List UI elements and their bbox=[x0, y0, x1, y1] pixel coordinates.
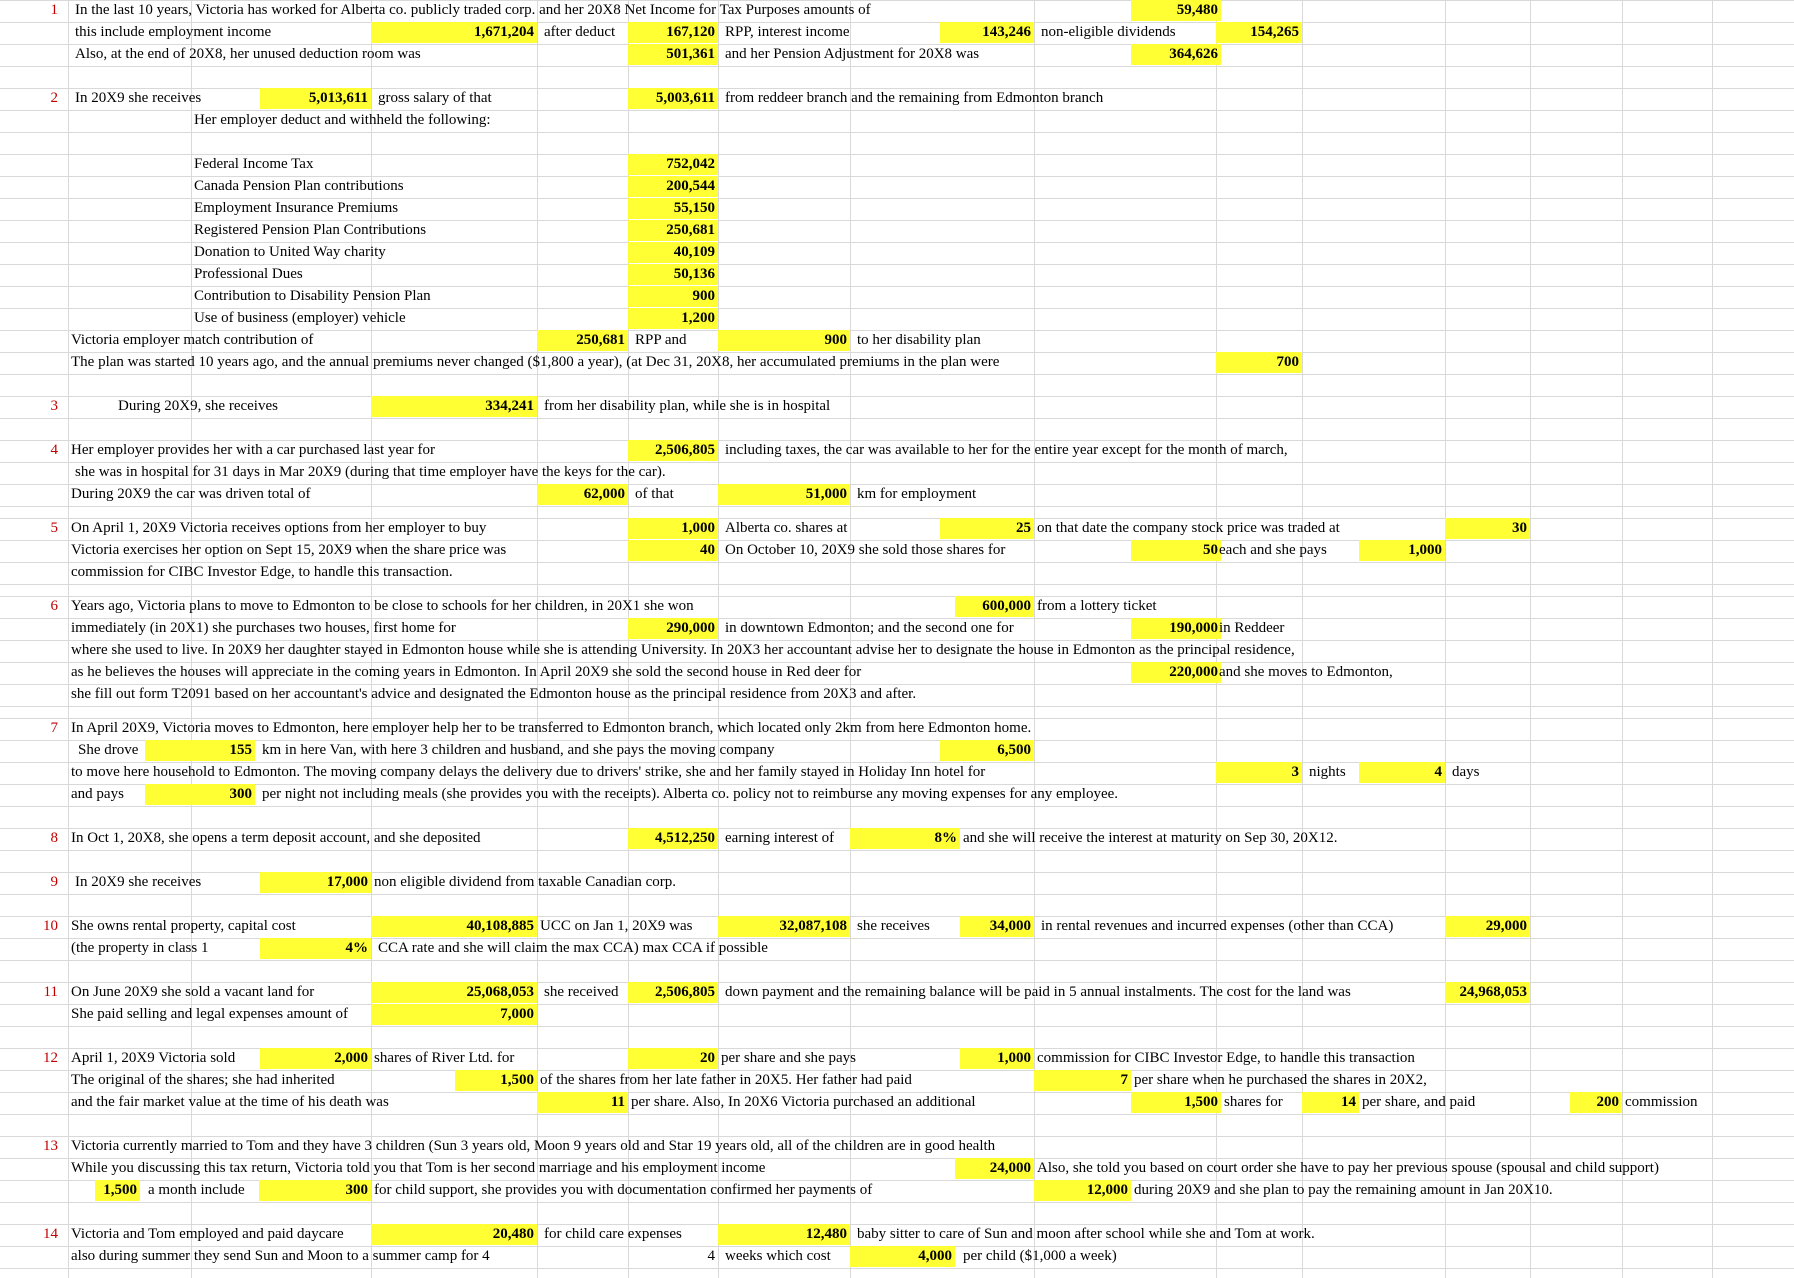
cell-text[interactable]: from reddeer branch and the remaining from Edmonton branch bbox=[725, 90, 1104, 106]
grid-line bbox=[0, 894, 1794, 895]
cell-value[interactable]: 24,000 bbox=[955, 1158, 1034, 1179]
cell-text[interactable]: a month include bbox=[148, 1182, 245, 1198]
grid-line bbox=[0, 806, 1794, 807]
cell-text[interactable]: The plan was started 10 years ago, and the annual premiums never changed ($1,800 a year), (at Dec 31, 20X8, her accumulated premiums in the plan were bbox=[71, 354, 1000, 370]
grid-line bbox=[0, 1114, 1794, 1115]
cell-value[interactable]: 200 bbox=[1570, 1092, 1622, 1113]
cell-text[interactable]: commission bbox=[1625, 1094, 1698, 1110]
cell-text[interactable]: During 20X9, she receives bbox=[118, 398, 278, 414]
cell-value[interactable]: 190,000 bbox=[1131, 618, 1221, 639]
row-number[interactable]: 13 bbox=[43, 1138, 58, 1154]
cell-text[interactable]: Victoria employer match contribution of bbox=[71, 332, 314, 348]
cell-text[interactable]: to move here household to Edmonton. The moving company delays the delivery due to drivers' strike, she and her family stayed in Holiday Inn hotel for bbox=[71, 764, 986, 780]
cell-text[interactable]: While you discussing this tax return, Victoria told you that Tom is her second marriage and his employment income bbox=[71, 1160, 766, 1176]
row-number[interactable]: 8 bbox=[50, 830, 58, 846]
cell-value[interactable]: 700 bbox=[1216, 352, 1302, 373]
cell-text[interactable]: she was in hospital for 31 days in Mar 20X9 (during that time employer have the keys for the car). bbox=[75, 464, 666, 480]
cell-text[interactable]: and the fair market value at the time of his death was bbox=[71, 1094, 389, 1110]
row-number[interactable]: 10 bbox=[43, 918, 58, 934]
cell-value[interactable]: 14 bbox=[1302, 1092, 1359, 1113]
cell-value[interactable]: 2,000 bbox=[260, 1048, 371, 1069]
cell-value[interactable]: 334,241 bbox=[371, 396, 537, 417]
cell-text[interactable]: where she used to live. In 20X9 her daughter stayed in Edmonton house while she is attending University. In 20X3 her accountant advise her to designate the house in Edmonton as the principal residence, bbox=[71, 642, 1295, 658]
cell-text[interactable]: shares of River Ltd. for bbox=[374, 1050, 515, 1066]
cell-text[interactable]: The original of the shares; she had inherited bbox=[71, 1072, 335, 1088]
cell-text[interactable]: In 20X9 she receives bbox=[75, 874, 202, 890]
cell-text[interactable]: Professional Dues bbox=[194, 266, 303, 282]
cell-value[interactable]: 12,480 bbox=[718, 1224, 850, 1245]
cell-value[interactable]: 62,000 bbox=[537, 484, 628, 505]
row-number[interactable]: 1 bbox=[50, 2, 58, 18]
cell-text[interactable]: Contribution to Disability Pension Plan bbox=[194, 288, 431, 304]
cell-value[interactable]: 250,681 bbox=[628, 220, 718, 241]
cell-text[interactable]: commission for CIBC Investor Edge, to handle this transaction bbox=[1037, 1050, 1415, 1066]
cell-value[interactable]: 11 bbox=[537, 1092, 628, 1113]
cell-text[interactable]: during 20X9 and she plan to pay the remaining amount in Jan 20X10. bbox=[1134, 1182, 1553, 1198]
cell-value[interactable]: 4 bbox=[707, 1248, 715, 1264]
cell-value[interactable]: 20,480 bbox=[371, 1224, 537, 1245]
cell-text[interactable]: non eligible dividend from taxable Canadian corp. bbox=[374, 874, 676, 890]
cell-value[interactable]: 17,000 bbox=[260, 872, 371, 893]
cell-value[interactable]: 5,013,611 bbox=[260, 88, 371, 109]
cell-value[interactable]: 300 bbox=[145, 784, 255, 805]
cell-value[interactable]: 1,500 bbox=[95, 1180, 140, 1201]
cell-value[interactable]: 4 bbox=[1359, 762, 1445, 783]
grid-line bbox=[0, 706, 1794, 707]
grid-line bbox=[0, 374, 1794, 375]
cell-text[interactable]: In 20X9 she receives bbox=[75, 90, 202, 106]
cell-value[interactable]: 20 bbox=[628, 1048, 718, 1069]
cell-value[interactable]: 40,109 bbox=[628, 242, 718, 263]
row-number[interactable]: 14 bbox=[43, 1226, 58, 1242]
row-number[interactable]: 11 bbox=[43, 984, 58, 1000]
cell-text[interactable]: per share and she pays bbox=[721, 1050, 856, 1066]
cell-value[interactable]: 29,000 bbox=[1445, 916, 1530, 937]
cell-value[interactable]: 3 bbox=[1216, 762, 1302, 783]
cell-text[interactable]: she received bbox=[544, 984, 619, 1000]
cell-value[interactable]: 290,000 bbox=[628, 618, 718, 639]
cell-text[interactable]: On April 1, 20X9 Victoria receives options from her employer to buy bbox=[71, 520, 487, 536]
cell-value[interactable]: 5,003,611 bbox=[628, 88, 718, 109]
cell-value[interactable]: 34,000 bbox=[960, 916, 1034, 937]
cell-value[interactable]: 501,361 bbox=[628, 44, 718, 65]
cell-text[interactable]: On October 10, 20X9 she sold those shares for bbox=[725, 542, 1006, 558]
cell-value[interactable]: 300 bbox=[259, 1180, 371, 1201]
cell-text[interactable]: Alberta co. shares at bbox=[725, 520, 848, 536]
cell-value[interactable]: 143,246 bbox=[940, 22, 1034, 43]
cell-value[interactable]: 250,681 bbox=[537, 330, 628, 351]
cell-text[interactable]: including taxes, the car was available to her for the entire year except for the month of march, bbox=[725, 442, 1288, 458]
cell-text[interactable]: During 20X9 the car was driven total of bbox=[71, 486, 311, 502]
cell-value[interactable]: 30 bbox=[1445, 518, 1530, 539]
cell-text[interactable]: also during summer they send Sun and Moon to a summer camp for 4 bbox=[71, 1248, 490, 1264]
cell-value[interactable]: 25,068,053 bbox=[371, 982, 537, 1003]
cell-text[interactable]: In Oct 1, 20X8, she opens a term deposit account, and she deposited bbox=[71, 830, 481, 846]
cell-text[interactable]: Her employer deduct and withheld the following: bbox=[194, 112, 491, 128]
cell-text[interactable]: Federal Income Tax bbox=[194, 156, 314, 172]
cell-value[interactable]: 600,000 bbox=[955, 596, 1034, 617]
cell-value[interactable]: 900 bbox=[718, 330, 850, 351]
row-number[interactable]: 12 bbox=[43, 1050, 58, 1066]
cell-value[interactable]: 12,000 bbox=[1034, 1180, 1131, 1201]
cell-text[interactable]: as he believes the houses will appreciate in the coming years in Edmonton. In April 20X9 she sold the second house in Red deer for bbox=[71, 664, 862, 680]
row-number[interactable]: 5 bbox=[50, 520, 58, 536]
cell-text[interactable]: in rental revenues and incurred expenses (other than CCA) bbox=[1041, 918, 1394, 934]
cell-value[interactable]: 59,480 bbox=[1131, 0, 1221, 21]
cell-value[interactable]: 4,000 bbox=[850, 1246, 955, 1267]
cell-text[interactable]: each and she pays bbox=[1219, 542, 1327, 558]
cell-text[interactable]: she receives bbox=[857, 918, 930, 934]
cell-text[interactable]: she fill out form T2091 based on her accountant's advice and designated the Edmonton house as the principal residence from 20X3 and after. bbox=[71, 686, 917, 702]
cell-text[interactable]: per share. Also, In 20X6 Victoria purchased an additional bbox=[631, 1094, 976, 1110]
cell-text[interactable]: RPP and bbox=[635, 332, 687, 348]
cell-text[interactable]: weeks which cost bbox=[725, 1248, 831, 1264]
cell-value[interactable]: 51,000 bbox=[718, 484, 850, 505]
grid-line bbox=[0, 1268, 1794, 1269]
cell-value[interactable]: 155 bbox=[145, 740, 255, 761]
cell-value[interactable]: 167,120 bbox=[628, 22, 718, 43]
cell-value[interactable]: 1,200 bbox=[628, 308, 718, 329]
grid-line bbox=[0, 1026, 1794, 1027]
grid-line bbox=[1622, 0, 1623, 1278]
cell-text[interactable]: Her employer provides her with a car purchased last year for bbox=[71, 442, 436, 458]
cell-text[interactable]: in Reddeer bbox=[1219, 620, 1285, 636]
cell-text[interactable]: Use of business (employer) vehicle bbox=[194, 310, 406, 326]
grid-line bbox=[1530, 0, 1531, 1278]
cell-text[interactable]: and her Pension Adjustment for 20X8 was bbox=[725, 46, 980, 62]
cell-text[interactable]: Donation to United Way charity bbox=[194, 244, 386, 260]
cell-value[interactable]: 154,265 bbox=[1216, 22, 1302, 43]
cell-value[interactable]: 2,506,805 bbox=[628, 982, 718, 1003]
cell-text[interactable]: shares for bbox=[1224, 1094, 1283, 1110]
cell-text[interactable]: from a lottery ticket bbox=[1037, 598, 1157, 614]
cell-text[interactable]: Employment Insurance Premiums bbox=[194, 200, 399, 216]
cell-text[interactable]: immediately (in 20X1) she purchases two houses, first home for bbox=[71, 620, 456, 636]
row-number[interactable]: 6 bbox=[50, 598, 58, 614]
cell-text[interactable]: and pays bbox=[71, 786, 124, 802]
cell-text[interactable]: earning interest of bbox=[725, 830, 835, 846]
cell-value[interactable]: 220,000 bbox=[1131, 662, 1221, 683]
cell-value[interactable]: 40 bbox=[628, 540, 718, 561]
cell-text[interactable]: for child care expenses bbox=[544, 1226, 682, 1242]
cell-text[interactable]: km in here Van, with here 3 children and husband, and she pays the moving company bbox=[262, 742, 775, 758]
cell-value[interactable]: 32,087,108 bbox=[718, 916, 850, 937]
row-number[interactable]: 3 bbox=[50, 398, 58, 414]
cell-text[interactable]: per child ($1,000 a week) bbox=[963, 1248, 1117, 1264]
cell-text[interactable]: of that bbox=[635, 486, 674, 502]
cell-text[interactable]: Years ago, Victoria plans to move to Edmonton to be close to schools for her children, in 20X1 she won bbox=[71, 598, 694, 614]
cell-value[interactable]: 1,500 bbox=[455, 1070, 537, 1091]
cell-text[interactable]: Victoria and Tom employed and paid daycare bbox=[71, 1226, 344, 1242]
cell-value[interactable]: 200,544 bbox=[628, 176, 718, 197]
cell-text[interactable]: down payment and the remaining balance will be paid in 5 annual instalments. The cost for the land was bbox=[725, 984, 1351, 1000]
cell-text[interactable]: per share when he purchased the shares in 20X2, bbox=[1134, 1072, 1427, 1088]
cell-text[interactable]: after deduct bbox=[544, 24, 616, 40]
cell-text[interactable]: She drove bbox=[78, 742, 139, 758]
cell-text[interactable]: per share, and paid bbox=[1362, 1094, 1476, 1110]
cell-text[interactable]: (the property in class 1 bbox=[71, 940, 209, 956]
cell-text[interactable]: April 1, 20X9 Victoria sold bbox=[71, 1050, 236, 1066]
cell-text[interactable]: Also, she told you based on court order she have to pay her previous spouse (spousal and child support) bbox=[1037, 1160, 1659, 1176]
cell-value[interactable]: 4,512,250 bbox=[628, 828, 718, 849]
cell-text[interactable]: for child support, she provides you with documentation confirmed her payments of bbox=[374, 1182, 873, 1198]
row-number[interactable]: 9 bbox=[50, 874, 58, 890]
grid-line bbox=[0, 66, 1794, 67]
row-number[interactable]: 7 bbox=[50, 720, 58, 736]
cell-value[interactable]: 900 bbox=[628, 286, 718, 307]
cell-value[interactable]: 1,000 bbox=[960, 1048, 1034, 1069]
cell-value[interactable]: 8% bbox=[850, 828, 960, 849]
cell-value[interactable]: 4% bbox=[260, 938, 371, 959]
cell-value[interactable]: 752,042 bbox=[628, 154, 718, 175]
grid-line bbox=[0, 850, 1794, 851]
cell-text[interactable]: On June 20X9 she sold a vacant land for bbox=[71, 984, 315, 1000]
cell-text[interactable]: from her disability plan, while she is in hospital bbox=[544, 398, 831, 414]
cell-text[interactable]: per night not including meals (she provides you with the receipts). Alberta co. policy not to reimburse any moving expenses for any employee. bbox=[262, 786, 1119, 802]
cell-text[interactable]: this include employment income bbox=[75, 24, 272, 40]
cell-text[interactable]: and she moves to Edmonton, bbox=[1219, 664, 1393, 680]
cell-text[interactable]: non-eligible dividends bbox=[1041, 24, 1176, 40]
cell-value[interactable]: 25 bbox=[940, 518, 1034, 539]
cell-text[interactable]: Victoria currently married to Tom and they have 3 children (Sun 3 years old, Moon 9 years old and Star 19 years old, all of the children are in good health bbox=[71, 1138, 996, 1154]
grid-line bbox=[1445, 0, 1446, 1278]
cell-text[interactable]: In April 20X9, Victoria moves to Edmonton, here employer help her to be transferred to Edmonton branch, which located only 2km from here Edmonton home. bbox=[71, 720, 1032, 736]
cell-text[interactable]: UCC on Jan 1, 20X9 was bbox=[540, 918, 693, 934]
cell-text[interactable]: Registered Pension Plan Contributions bbox=[194, 222, 427, 238]
cell-value[interactable]: 24,968,053 bbox=[1445, 982, 1530, 1003]
cell-text[interactable]: to her disability plan bbox=[857, 332, 981, 348]
cell-text[interactable]: in downtown Edmonton; and the second one for bbox=[725, 620, 1014, 636]
grid-line bbox=[0, 418, 1794, 419]
cell-text[interactable]: Also, at the end of 20X8, her unused deduction room was bbox=[75, 46, 421, 62]
row-number[interactable]: 2 bbox=[50, 90, 58, 106]
cell-value[interactable]: 7,000 bbox=[371, 1004, 537, 1025]
cell-text[interactable]: She owns rental property, capital cost bbox=[71, 918, 296, 934]
cell-text[interactable]: baby sitter to care of Sun and moon after school while she and Tom at work. bbox=[857, 1226, 1315, 1242]
cell-text[interactable]: RPP, interest income bbox=[725, 24, 850, 40]
cell-value[interactable]: 50,136 bbox=[628, 264, 718, 285]
grid-line bbox=[0, 506, 1794, 507]
cell-text[interactable]: on that date the company stock price was traded at bbox=[1037, 520, 1340, 536]
row-number[interactable]: 4 bbox=[50, 442, 58, 458]
cell-value[interactable]: 50 bbox=[1131, 540, 1221, 561]
cell-text[interactable]: CCA rate and she will claim the max CCA) max CCA if possible bbox=[378, 940, 768, 956]
cell-text[interactable]: km for employment bbox=[857, 486, 977, 502]
grid-line bbox=[0, 132, 1794, 133]
cell-text[interactable]: days bbox=[1452, 764, 1480, 780]
cell-value[interactable]: 1,500 bbox=[1131, 1092, 1221, 1113]
cell-text[interactable]: nights bbox=[1309, 764, 1346, 780]
grid-line bbox=[0, 960, 1794, 961]
cell-text[interactable]: Victoria exercises her option on Sept 15, 20X9 when the share price was bbox=[71, 542, 507, 558]
cell-value[interactable]: 55,150 bbox=[628, 198, 718, 219]
cell-value[interactable]: 1,671,204 bbox=[371, 22, 537, 43]
cell-value[interactable]: 7 bbox=[1034, 1070, 1131, 1091]
cell-value[interactable]: 2,506,805 bbox=[628, 440, 718, 461]
grid-line bbox=[1712, 0, 1713, 1278]
cell-text[interactable]: commission for CIBC Investor Edge, to handle this transaction. bbox=[71, 564, 453, 580]
cell-value[interactable]: 40,108,885 bbox=[371, 916, 537, 937]
cell-value[interactable]: 364,626 bbox=[1131, 44, 1221, 65]
cell-value[interactable]: 1,000 bbox=[1359, 540, 1445, 561]
cell-text[interactable]: gross salary of that bbox=[378, 90, 492, 106]
cell-value[interactable]: 1,000 bbox=[628, 518, 718, 539]
cell-text[interactable]: She paid selling and legal expenses amount of bbox=[71, 1006, 349, 1022]
cell-text[interactable]: and she will receive the interest at maturity on Sep 30, 20X12. bbox=[963, 830, 1338, 846]
grid-line bbox=[0, 1202, 1794, 1203]
cell-text[interactable]: Canada Pension Plan contributions bbox=[194, 178, 404, 194]
grid-line bbox=[0, 584, 1794, 585]
cell-text[interactable]: of the shares from her late father in 20X5. Her father had paid bbox=[540, 1072, 912, 1088]
cell-text[interactable]: In the last 10 years, Victoria has worked for Alberta co. publicly traded corp. and her 20X8 Net Income for Tax Purposes amounts of bbox=[75, 2, 871, 18]
cell-value[interactable]: 6,500 bbox=[940, 740, 1034, 761]
